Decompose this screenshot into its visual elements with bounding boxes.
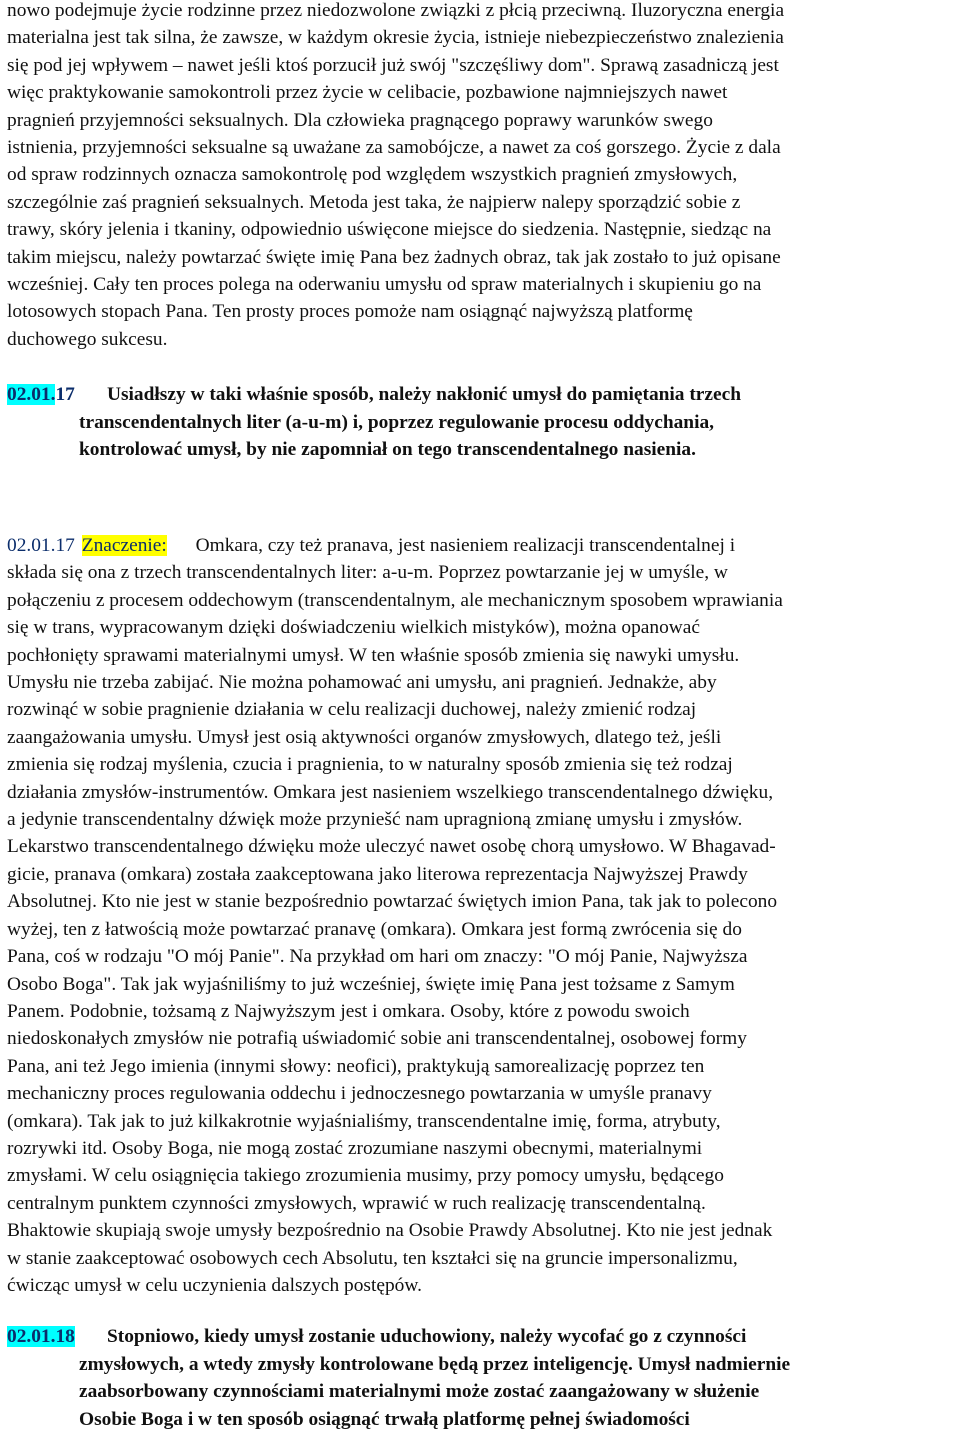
verse-number — [7, 1323, 107, 1351]
text-line: istnienia, przyjemności seksualne są uważane za samobójcze, a nawet za coś gorszego. Życie z dala — [7, 137, 781, 159]
text-line: w stanie zaakceptować osobowych cech Absolutu, ten kształci się na gruncie impersonalizmu, — [7, 1247, 738, 1269]
text-line: wcześniej. Cały ten proces polega na oderwaniu umysłu od spraw materialnych i skupieniu go na — [7, 274, 762, 296]
text-line: więc praktykowanie samokontroli przez życie w celibacie, pozbawione najmniejszych nawet — [7, 82, 728, 104]
text-line: lotosowych stopach Pana. Ten prosty proces pomoże nam osiągnąć najwyższą platformę — [7, 301, 693, 323]
text-line: mechaniczny proces regulowania oddechu i jednoczesnego powtarzania w umyśle pranavy — [7, 1083, 712, 1105]
text-line: (omkara). Tak jak to już kilkakrotnie wyjaśnialiśmy, transcendentalne imię, forma, atrybuty, — [7, 1110, 721, 1132]
verse-number-suffix: 17 — [55, 384, 75, 405]
text-line: Panem. Podobnie, tożsamą z Najwyższym jest i omkara. Osoby, które z powodu swoich — [7, 1000, 690, 1022]
text-line: rozwinąć w sobie pragnienie działania w celu realizacji duchowej, należy zmienić rodzaj — [7, 699, 697, 721]
verse-line: Osobie Boga i w ten sposób osiągnąć trwałą platformę pełnej świadomości — [79, 1408, 690, 1430]
text-line: duchowego sukcesu. — [7, 328, 168, 350]
text-line: szczególnie zaś pragnień seksualnych. Metoda jest taka, że najpierw nalepy sporządzić sobie z — [7, 191, 741, 213]
verse-number — [7, 381, 107, 409]
text-line: zmienia się rodzaj myślenia, czucia i pragnienia, to w naturalny sposób zmienia się też rodzaj — [7, 754, 733, 776]
text-line: centralnym punktem czynności zmysłowych, wprawić w ruch realizację transcendentalną. — [7, 1192, 706, 1214]
text-line: trawy, skóry jelenia i tkaniny, odpowiednio uświęcone miejsce do siedzenia. Następnie, siedząc na — [7, 219, 772, 241]
text-line: Pana, ani też Jego imienia (innymi słowy: neofici), praktykują samorealizację poprzez ten — [7, 1055, 705, 1077]
purport-text: Omkara, czy też pranava, jest nasieniem realizacji transcendentalnej i — [195, 535, 736, 556]
text-line: zmysłami. W celu osiągnięcia takiego zrozumienia musimy, przy pomocy umysłu, będącego — [7, 1165, 724, 1187]
text-line: pochłonięty sprawami materialnymi umysł. W ten właśnie sposób zmienia się nawyki umysłu. — [7, 644, 740, 666]
verse-line — [7, 381, 957, 409]
purport-number: 02.01.17 — [7, 535, 75, 556]
text-line: a jedynie transcendentalny dźwięk może przyniešć nam upragnioną zmianę umysłu i zmysłów. — [7, 809, 743, 831]
verse-line: kontrolować umysł, by nie zapomniał on tego transcendentalnego nasienia. — [79, 439, 696, 461]
text-line: się pod jej wpływem – nawet jeśli ktoś porzucił już swój "szczęśliwy dom". Sprawą zasadniczą jest — [7, 54, 779, 76]
verse-text: Usiadłszy w taki właśnie sposób, należy nakłonić umysł do pamiętania trzech — [107, 384, 742, 405]
text-line: się w trans, wypracowanym dzięki doświadczeniu wielkich mistyków), można opanować — [7, 617, 701, 639]
text-line: gicie, pranava (omkara) została zaakceptowana jako literowa reprezentacja Najwyższej Prawdy — [7, 863, 748, 885]
verse-number-highlight: 02.01.18 — [7, 1326, 75, 1347]
text-line: wyżej, ten z łatwością może powtarzać pranavę (omkara). Omkara jest formą zwrócenia się do — [7, 918, 742, 940]
text-line: Osobo Boga". Tak jak wyjaśniliśmy to już wcześniej, święte imię Pana jest tożsame z Samym — [7, 973, 735, 995]
text-line: materialna jest tak silna, że zawsze, w każdym okresie życia, istnieje niebezpieczeństwo znalezienia — [7, 27, 784, 49]
verse-line: transcendentalnych liter (a-u-m) i, poprzez regulowanie procesu oddychania, — [79, 411, 715, 433]
text-line: Lekarstwo transcendentalnego dźwięku może uleczyć nawet osobę chorą umysłowo. W Bhagavad- — [7, 836, 776, 858]
verse-line — [7, 1323, 957, 1351]
verse-18 — [7, 1323, 957, 1433]
verse-number-highlight: 02.01. — [7, 384, 56, 405]
verse-line: zaabsorbowany czynnościami materialnymi może zostać zaangażowany w służenie — [79, 1381, 760, 1403]
text-line: Bhaktowie skupiają swoje umysły bezpośrednio na Osobie Prawdy Absolutnej. Kto nie jest jednak — [7, 1220, 773, 1242]
verse-text: Stopniowo, kiedy umysł zostanie uduchowiony, należy wycofać go z czynności — [107, 1326, 747, 1347]
text-line: takim miejscu, należy powtarzać święte imię Pana bez żadnych obraz, tak jak zostało to już opisane — [7, 246, 781, 268]
intro-paragraph — [7, 0, 957, 353]
text-line: nowo podejmuje życie rodzinne przez niedozwolone związki z płcią przeciwną. Iluzoryczna energia — [7, 0, 785, 21]
text-line: niedoskonałych zmysłów nie potrafią uświadomić sobie ani transcendentalnej, osobowej formy — [7, 1028, 747, 1050]
text-line: składa się ona z trzech transcendentalnych liter: a-u-m. Poprzez powtarzanie jej w umyśle, w — [7, 562, 728, 584]
verse-line: zmysłowych, a wtedy zmysły kontrolowane będą przez inteligencję. Umysł nadmiernie — [79, 1353, 791, 1375]
text-line: rozrywki itd. Osoby Boga, nie mogą zostać zrozumiane naszymi obecnymi, materialnymi — [7, 1137, 703, 1159]
purport-label: Znaczenie: — [81, 535, 167, 556]
text-line: pragnień przyjemności seksualnych. Dla człowieka pragnącego poprawy warunków swego — [7, 109, 713, 131]
purport-17 — [7, 532, 957, 1299]
text-line: Absolutnej. Kto nie jest w stanie bezpośrednio powtarzać świętych imion Pana, tak jak to polecono — [7, 891, 778, 913]
text-line: ćwicząc umysł w celu uczynienia dalszych postępów. — [7, 1274, 422, 1296]
text-line: zaangażowania umysłu. Umysł jest osią aktywności organów zmysłowych, dlatego też, jeśli — [7, 726, 722, 748]
text-line: Pana, coś w rodzaju "O mój Panie". Na przykład om hari om znaczy: "O mój Panie, Najwyższa — [7, 946, 748, 968]
purport-first-line — [7, 532, 957, 559]
text-line: od spraw rodzinnych oznacza samokontrolę pod względem wszystkich pragnień zmysłowych, — [7, 164, 738, 186]
text-line: połączeniu z procesem oddechowym (transcendentalnym, ale mechanicznym sposobem wprawiania — [7, 589, 783, 611]
text-line: Umysłu nie trzeba zabijać. Nie można pohamować ani umysłu, ani pragnień. Jednakże, aby — [7, 672, 717, 694]
verse-17 — [7, 381, 957, 464]
text-line: działania zmysłów-instrumentów. Omkara jest nasieniem wszelkiego transcendentalnego dźwięku, — [7, 781, 774, 803]
